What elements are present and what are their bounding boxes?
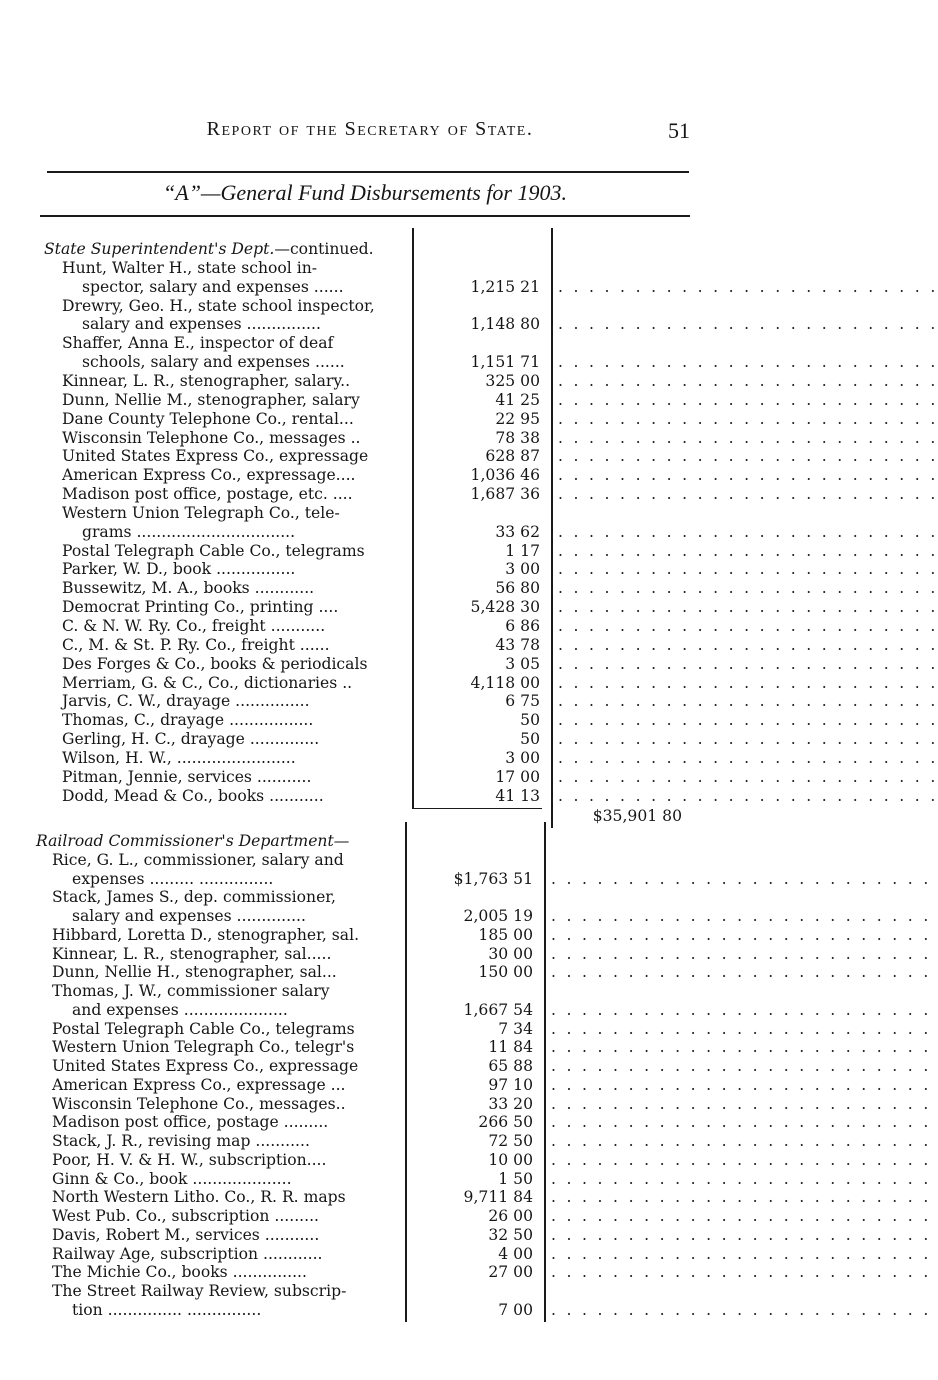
entry-amount: $1,763 51 [453, 869, 533, 888]
entry-amount: 1 50 [498, 1169, 533, 1188]
entry-line: Postal Telegraph Cable Co., telegrams [52, 1019, 355, 1038]
dot-leader: . . . . . . . . . . . . . . . . . . . . . . . . . [551, 963, 932, 982]
dot-leader: . . . . . . . . . . . . . . . . . . . . . . . . . [558, 560, 938, 579]
entry-amount: 11 84 [488, 1038, 533, 1057]
entry-amount: 3 00 [505, 748, 540, 767]
entry-line: Rice, G. L., commissioner, salary and [52, 850, 344, 869]
entry-amount: 6 86 [505, 617, 540, 635]
entry-line: Stack, J. R., revising map ........... [52, 1132, 310, 1150]
entry-line: C. & N. W. Ry. Co., freight ........... [62, 617, 326, 635]
entry-amount: 26 00 [488, 1207, 533, 1225]
entry-amount: 72 50 [488, 1132, 533, 1150]
entry-amount: 4 00 [498, 1244, 533, 1263]
entry-line: salary and expenses .............. [72, 907, 306, 925]
entry-line: Dodd, Mead & Co., books ........... [62, 786, 324, 805]
dot-leader: . . . . . . . . . . . . . . . . . . . . . . . . . [551, 1207, 932, 1225]
dot-leader: . . . . . . . . . . . . . . . . . . . . . . . . . [551, 1019, 932, 1038]
dot-leader: . . . . . . . . . . . . . . . . . . . . . . . . . [558, 617, 938, 635]
entry-amount: 1,036 46 [470, 466, 540, 485]
entry-line: Bussewitz, M. A., books ............ [62, 579, 315, 598]
dot-leader: . . . . . . . . . . . . . . . . . . . . . . . . . [558, 711, 938, 730]
entry-line: Wilson, H. W., ........................ [62, 748, 296, 767]
entry-amount: 56 80 [495, 579, 540, 598]
entry-line: expenses ......... ............... [72, 869, 274, 888]
dot-leader: . . . . . . . . . . . . . . . . . . . . . . . . . [558, 371, 938, 390]
entry-line: The Street Railway Review, subscrip- [52, 1282, 347, 1300]
dot-leader: . . . . . . . . . . . . . . . . . . . . . . . . . [558, 466, 938, 485]
entry-line: Madison post office, postage ......... [52, 1113, 329, 1132]
entry-line: Madison post office, postage, etc. .... [62, 485, 353, 504]
entry-amount: 30 00 [488, 944, 533, 963]
entry-amount: 41 25 [495, 390, 540, 409]
entry-line: Postal Telegraph Cable Co., telegrams [62, 541, 365, 560]
entry-amount: 6 75 [505, 692, 540, 711]
entry-amount: 628 87 [485, 447, 540, 466]
entry-line: United States Express Co., expressage [52, 1057, 359, 1075]
entry-line: Western Union Telegraph Co., tele- [62, 503, 340, 522]
entry-line: Western Union Telegraph Co., telegr's [52, 1038, 355, 1057]
amount-column-left-rule-1 [412, 228, 414, 808]
dot-leader: . . . . . . . . . . . . . . . . . . . . . . . . . [551, 1188, 932, 1207]
section-heading-suffix: —continued. [274, 240, 374, 258]
section-heading [44, 240, 374, 259]
dot-leader: . . . . . . . . . . . . . . . . . . . . . . . . . [551, 944, 932, 963]
entry-line: Davis, Robert M., services ........... [52, 1225, 320, 1244]
dot-leader: . . . . . . . . . . . . . . . . . . . . . . . . . [558, 786, 938, 805]
entry-line: Des Forges & Co., books & periodicals [62, 654, 368, 673]
entry-amount: 150 00 [478, 963, 533, 982]
dot-leader: . . . . . . . . . . . . . . . . . . . . . . . . . [551, 907, 932, 925]
entry-amount: 3 05 [505, 654, 540, 673]
entry-line: Hibbard, Loretta D., stenographer, sal. [52, 925, 360, 944]
top-rule [47, 171, 689, 173]
dot-leader: . . . . . . . . . . . . . . . . . . . . . . . . . [551, 1075, 932, 1094]
entry-amount: 1,151 71 [470, 353, 540, 372]
amount-column-left-rule-2 [405, 822, 407, 1322]
entry-amount: 1,148 80 [470, 315, 540, 334]
entry-line: Stack, James S., dep. commissioner, [52, 888, 336, 907]
entry-line: North Western Litho. Co., R. R. maps [52, 1188, 346, 1207]
entry-line: United States Express Co., expressage [62, 447, 369, 466]
dot-leader: . . . . . . . . . . . . . . . . . . . . . . . . . [551, 1263, 932, 1282]
dot-leader: . . . . . . . . . . . . . . . . . . . . . . . . . [558, 673, 938, 692]
subtotal-rule [412, 808, 542, 809]
entry-amount: 2,005 19 [463, 907, 533, 925]
running-title: Report of the Secretary of State. [206, 118, 534, 140]
table-title: “A”—General Fund Disbursements for 1903. [163, 180, 567, 205]
entry-line: Dunn, Nellie M., stenographer, salary [62, 390, 360, 409]
entry-line: West Pub. Co., subscription ......... [52, 1207, 319, 1225]
entry-line: Railway Age, subscription ............ [52, 1244, 323, 1263]
dot-leader: . . . . . . . . . . . . . . . . . . . . . . . . . [551, 1300, 932, 1319]
entry-amount: 266 50 [478, 1113, 533, 1132]
entry-amount: 32 50 [488, 1225, 533, 1244]
entry-amount: 27 00 [488, 1263, 533, 1282]
dot-leader: . . . . . . . . . . . . . . . . . . . . . . . . . [551, 1132, 932, 1150]
entry-line: Dunn, Nellie H., stenographer, sal... [52, 963, 337, 982]
entry-amount: 33 62 [495, 522, 540, 541]
dot-leader: . . . . . . . . . . . . . . . . . . . . . . . . . [558, 692, 938, 711]
entry-amount: 1,215 21 [470, 277, 540, 296]
entry-line: American Express Co., expressage.... [62, 466, 356, 485]
entry-amount: 185 00 [478, 925, 533, 944]
entry-line: The Michie Co., books ............... [52, 1263, 307, 1282]
dot-leader: . . . . . . . . . . . . . . . . . . . . . . . . . [558, 277, 938, 296]
dot-leader: . . . . . . . . . . . . . . . . . . . . . . . . . [551, 1169, 932, 1188]
title-underline-rule [40, 215, 690, 217]
entry-line: tion ............... ............... [72, 1300, 262, 1319]
entry-line: Thomas, J. W., commissioner salary [52, 982, 330, 1000]
entry-amount: 50 [520, 730, 540, 749]
dot-leader: . . . . . . . . . . . . . . . . . . . . . . . . . [558, 579, 938, 598]
entry-amount: 1,687 36 [470, 485, 540, 504]
running-head [0, 118, 844, 148]
entry-amount: 5,428 30 [470, 598, 540, 617]
dot-leader: . . . . . . . . . . . . . . . . . . . . . . . . . [551, 1057, 932, 1075]
entry-line: Merriam, G. & C., Co., dictionaries .. [62, 673, 353, 692]
dot-leader: . . . . . . . . . . . . . . . . . . . . . . . . . [558, 353, 938, 372]
dot-leader: . . . . . . . . . . . . . . . . . . . . . . . . . [551, 1225, 932, 1244]
entry-line: Wisconsin Telephone Co., messages.. [52, 1094, 346, 1113]
entry-line: C., M. & St. P. Ry. Co., freight ...... [62, 635, 330, 654]
amount-column-right-rule-1 [551, 228, 553, 828]
entry-amount: 65 88 [488, 1057, 533, 1075]
section-total: $35,901 80 [592, 806, 682, 825]
entry-amount: 7 00 [498, 1300, 533, 1319]
entry-amount: 22 95 [495, 409, 540, 428]
entry-amount: 1,667 54 [463, 1000, 533, 1019]
entry-amount: 1 17 [505, 541, 540, 560]
entry-amount: 41 13 [495, 786, 540, 805]
entry-line: grams ................................ [82, 522, 296, 541]
entry-line: Wisconsin Telephone Co., messages .. [62, 428, 361, 447]
entry-line: Jarvis, C. W., drayage ............... [62, 692, 310, 711]
dot-leader: . . . . . . . . . . . . . . . . . . . . . . . . . [558, 598, 938, 617]
entry-amount: 43 78 [495, 635, 540, 654]
entry-line: spector, salary and expenses ...... [82, 277, 344, 296]
dot-leader: . . . . . . . . . . . . . . . . . . . . . . . . . [551, 1094, 932, 1113]
dot-leader: . . . . . . . . . . . . . . . . . . . . . . . . . [558, 748, 938, 767]
dot-leader: . . . . . . . . . . . . . . . . . . . . . . . . . [558, 654, 938, 673]
dot-leader: . . . . . . . . . . . . . . . . . . . . . . . . . [558, 767, 938, 786]
entry-amount: 9,711 84 [463, 1188, 533, 1207]
entry-line: and expenses ..................... [72, 1000, 288, 1019]
entry-line: Democrat Printing Co., printing .... [62, 598, 339, 617]
section-heading-title: State Superintendent's Dept. [44, 240, 275, 258]
entry-line: Ginn & Co., book .................... [52, 1169, 292, 1188]
section-heading [36, 832, 349, 851]
entry-amount: 10 00 [488, 1150, 533, 1169]
entry-line: Dane County Telephone Co., rental... [62, 409, 354, 428]
entry-line: Shaffer, Anna E., inspector of deaf [62, 334, 334, 353]
entry-line: Parker, W. D., book ................ [62, 560, 296, 579]
entry-line: Drewry, Geo. H., state school inspector, [62, 296, 375, 315]
entry-line: Pitman, Jennie, services ........... [62, 767, 312, 786]
entry-line: schools, salary and expenses ...... [82, 353, 345, 372]
section-heading-title: Railroad Commissioner's Department— [36, 832, 350, 850]
dot-leader: . . . . . . . . . . . . . . . . . . . . . . . . . [551, 925, 932, 944]
entry-line: Gerling, H. C., drayage .............. [62, 730, 320, 749]
dot-leader: . . . . . . . . . . . . . . . . . . . . . . . . . [558, 409, 938, 428]
entry-line: Thomas, C., drayage ................. [62, 711, 314, 730]
entry-amount: 4,118 00 [470, 673, 540, 692]
dot-leader: . . . . . . . . . . . . . . . . . . . . . . . . . [558, 522, 938, 541]
dot-leader: . . . . . . . . . . . . . . . . . . . . . . . . . [558, 390, 938, 409]
entry-amount: 78 38 [495, 428, 540, 447]
entry-line: Kinnear, L. R., stenographer, salary.. [62, 371, 351, 390]
entry-line: American Express Co., expressage ... [52, 1075, 346, 1094]
dot-leader: . . . . . . . . . . . . . . . . . . . . . . . . . [551, 1000, 932, 1019]
dot-leader: . . . . . . . . . . . . . . . . . . . . . . . . . [558, 315, 938, 334]
entry-amount: 7 34 [498, 1019, 533, 1038]
dot-leader: . . . . . . . . . . . . . . . . . . . . . . . . . [558, 730, 938, 749]
entry-line: salary and expenses ............... [82, 315, 321, 334]
dot-leader: . . . . . . . . . . . . . . . . . . . . . . . . . [558, 485, 938, 504]
dot-leader: . . . . . . . . . . . . . . . . . . . . . . . . . [551, 1038, 932, 1057]
amount-column-right-rule-2 [544, 822, 546, 1322]
entry-line: Hunt, Walter H., state school in- [62, 258, 318, 277]
dot-leader: . . . . . . . . . . . . . . . . . . . . . . . . . [558, 428, 938, 447]
page-number: 51 [668, 118, 690, 143]
dot-leader: . . . . . . . . . . . . . . . . . . . . . . . . . [551, 1113, 932, 1132]
entry-line: Kinnear, L. R., stenographer, sal..... [52, 944, 332, 963]
dot-leader: . . . . . . . . . . . . . . . . . . . . . . . . . [558, 447, 938, 466]
entry-amount: 97 10 [488, 1075, 533, 1094]
entry-amount: 17 00 [495, 767, 540, 786]
entry-amount: 3 00 [505, 560, 540, 579]
dot-leader: . . . . . . . . . . . . . . . . . . . . . . . . . [558, 541, 938, 560]
dot-leader: . . . . . . . . . . . . . . . . . . . . . . . . . [551, 869, 932, 888]
entry-amount: 33 20 [488, 1094, 533, 1113]
entry-line: Poor, H. V. & H. W., subscription.... [52, 1150, 327, 1169]
dot-leader: . . . . . . . . . . . . . . . . . . . . . . . . . [551, 1150, 932, 1169]
dot-leader: . . . . . . . . . . . . . . . . . . . . . . . . . [558, 635, 938, 654]
entry-amount: 325 00 [485, 371, 540, 390]
dot-leader: . . . . . . . . . . . . . . . . . . . . . . . . . [551, 1244, 932, 1263]
entry-amount: 50 [520, 711, 540, 730]
